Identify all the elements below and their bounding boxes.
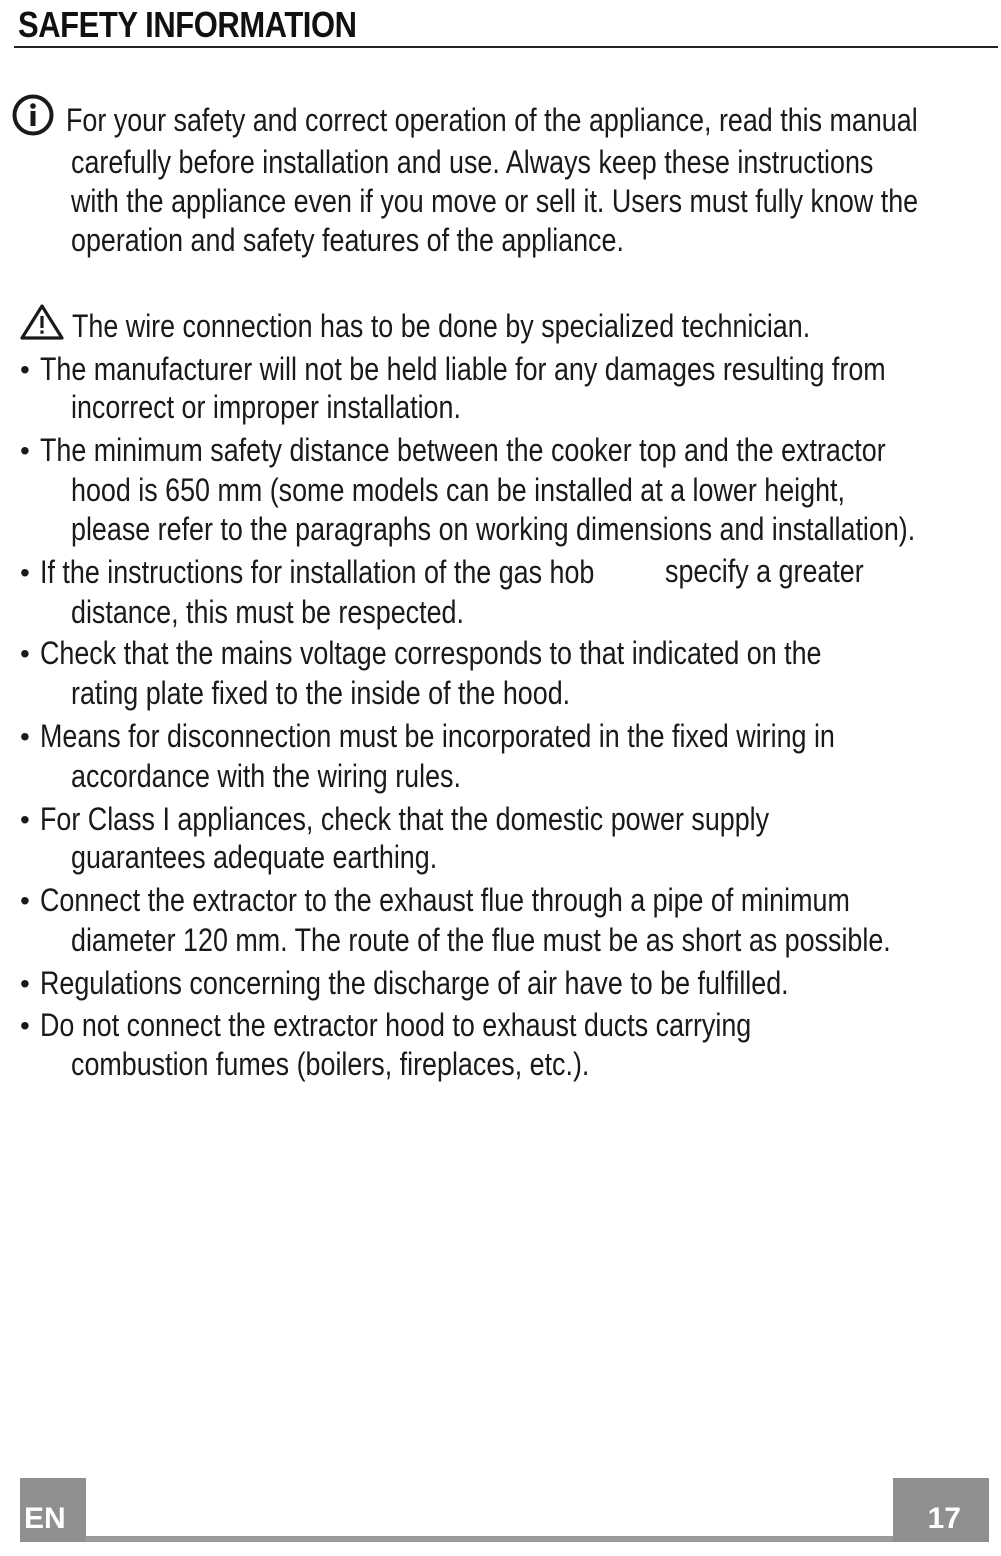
bullet-9-line-1: Do not connect the extractor hood to exhaust ducts carrying bbox=[40, 1007, 752, 1043]
bullet-marker: • bbox=[20, 435, 30, 466]
info-line-1: For your safety and correct operation of the appliance, read this manual bbox=[66, 102, 918, 138]
bullet-9-line-2: combustion fumes (boilers, fireplaces, etc.). bbox=[71, 1046, 590, 1082]
info-line-3: with the appliance even if you move or sell it. Users must fully know the bbox=[71, 183, 919, 219]
bullet-marker: • bbox=[20, 354, 30, 385]
bullet-7-line-2: diameter 120 mm. The route of the flue must be as short as possible. bbox=[71, 922, 891, 958]
bullet-2-line-3: please refer to the paragraphs on working dimensions and installation). bbox=[71, 511, 916, 547]
bullet-4-line-1: Check that the mains voltage corresponds to that indicated on the bbox=[40, 635, 822, 671]
bullet-5-line-1: Means for disconnection must be incorporated in the fixed wiring in bbox=[40, 718, 835, 754]
language-label: EN bbox=[24, 1502, 66, 1535]
bullet-1-line-2: incorrect or improper installation. bbox=[71, 389, 461, 425]
info-line-2: carefully before installation and use. Always keep these instructions bbox=[71, 144, 874, 180]
info-icon bbox=[11, 94, 57, 138]
title-divider bbox=[14, 46, 998, 48]
footer-rule bbox=[84, 1536, 894, 1542]
bullet-7-line-1: Connect the extractor to the exhaust flue through a pipe of minimum bbox=[40, 882, 850, 918]
page-number-box bbox=[893, 1478, 989, 1542]
bullet-4-line-2: rating plate fixed to the inside of the hood. bbox=[71, 675, 571, 711]
bullet-6-line-1: For Class I appliances, check that the domestic power supply bbox=[40, 801, 770, 837]
bullet-1-line-1: The manufacturer will not be held liable for any damages resulting from bbox=[40, 351, 886, 387]
bullet-2-line-1: The minimum safety distance between the cooker top and the extractor bbox=[40, 432, 886, 468]
bullet-marker: • bbox=[20, 804, 30, 835]
bullet-8-line-1: Regulations concerning the discharge of air have to be fulfilled. bbox=[40, 965, 789, 1001]
bullet-3-line-1: If the instructions for installation of the gas hob bbox=[40, 554, 595, 590]
warning-text: The wire connection has to be done by specialized technician. bbox=[72, 308, 811, 344]
page-number: 17 bbox=[927, 1502, 961, 1535]
bullet-marker: • bbox=[20, 968, 30, 999]
bullet-6-line-2: guarantees adequate earthing. bbox=[71, 839, 438, 875]
bullet-2-line-2: hood is 650 mm (some models can be installed at a lower height, bbox=[71, 472, 845, 508]
bullet-3-continuation: specify a greater bbox=[665, 553, 864, 589]
bullet-marker: • bbox=[20, 557, 30, 588]
language-tab bbox=[20, 1478, 86, 1542]
bullet-marker: • bbox=[20, 638, 30, 669]
bullet-marker: • bbox=[20, 721, 30, 752]
bullet-5-line-2: accordance with the wiring rules. bbox=[71, 758, 461, 794]
bullet-marker: • bbox=[20, 1010, 30, 1041]
bullet-marker: • bbox=[20, 885, 30, 916]
info-line-4: operation and safety features of the appliance. bbox=[71, 222, 624, 258]
page-title: SAFETY INFORMATION bbox=[18, 4, 357, 45]
bullet-3-line-2: distance, this must be respected. bbox=[71, 594, 464, 630]
warning-icon bbox=[19, 303, 65, 341]
